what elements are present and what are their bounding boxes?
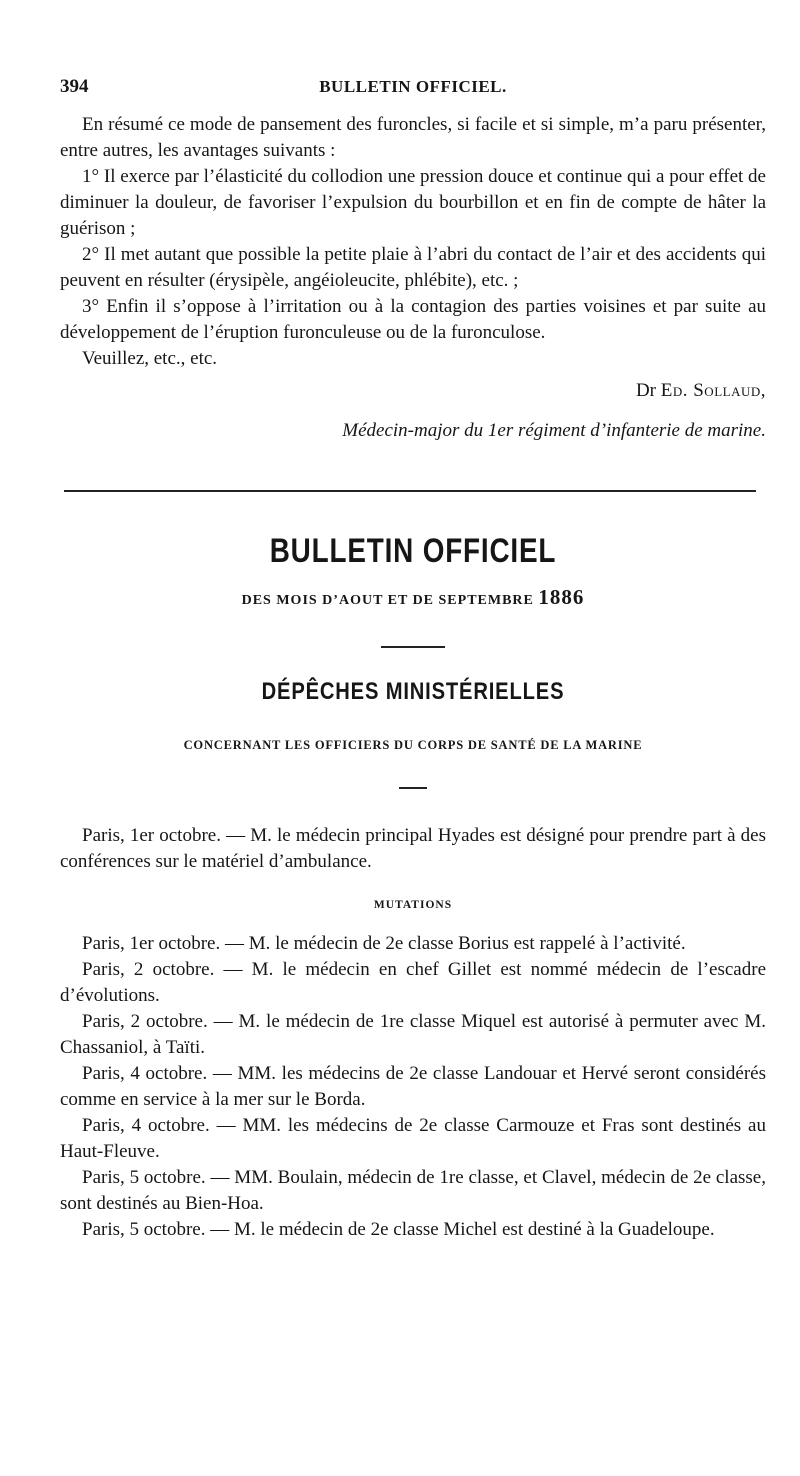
mutation-entry: Paris, 5 octobre. — M. le médecin de 2e classe Michel est destiné à la Guadeloupe. — [82, 1219, 715, 1240]
summary-intro: En résumé ce mode de pansement des furoncles, si facile et si simple, m’a paru présenter, entre autres, les avantages suivants : — [60, 114, 766, 161]
title-divider — [381, 646, 445, 648]
summary-point-2: 2° Il met autant que possible la petite plaie à l’abri du contact de l’air et des accidents qui peuvent en résulter (érysipèle, angéioleucite, phlébite), etc. ; — [60, 244, 766, 291]
signature-line — [60, 378, 766, 404]
page-number: 394 — [60, 76, 89, 97]
subsection-divider — [399, 787, 427, 789]
section-subtitle: CONCERNANT LES OFFICIERS DU CORPS DE SANTÉ DE LA MARINE — [183, 738, 643, 752]
signature-title: Dr — [635, 380, 656, 401]
signature-position: Médecin-major du 1er régiment d’infanterie de marine. — [342, 420, 766, 441]
bulletin-subtitle-text: DES MOIS D’AOUT ET DE SEPTEMBRE — [241, 593, 534, 608]
mutations-heading: MUTATIONS — [373, 899, 453, 911]
mutation-entry: Paris, 4 octobre. — MM. les médecins de 2e classe Landouar et Hervé seront considérés comme en service à la mer sur le Borda. — [60, 1063, 766, 1110]
bulletin-title: BULLETIN OFFICIEL — [269, 532, 557, 570]
summary-point-1: 1° Il exerce par l’élasticité du collodion une pression douce et continue qui a pour effet de diminuer la douleur, de favoriser l’expulsion du bourbillon et en fin de compte de hâter la guérison ; — [60, 166, 766, 239]
running-title: BULLETIN OFFICIEL. — [319, 77, 507, 96]
mutation-entry: Paris, 1er octobre. — M. le médecin de 2e classe Borius est rappelé à l’activité. — [82, 933, 686, 954]
summary-closing: Veuillez, etc., etc. — [82, 348, 218, 369]
mutation-entry: Paris, 2 octobre. — M. le médecin en chef Gillet est nommé médecin de l’escadre d’évolutions. — [60, 959, 766, 1006]
mutation-entry: Paris, 5 octobre. — MM. Boulain, médecin de 1re classe, et Clavel, médecin de 2e classe, sont destinés au Bien-Hoa. — [60, 1167, 766, 1214]
running-header — [60, 76, 766, 112]
section-title: DÉPÊCHES MINISTÉRIELLES — [261, 678, 565, 705]
section-divider — [64, 490, 756, 492]
dispatch-entry: Paris, 1er octobre. — M. le médecin principal Hyades est désigné pour prendre part à des conférences sur le matériel d’ambulance. — [60, 825, 766, 872]
signature-name: Ed. Sollaud, — [660, 380, 766, 401]
bulletin-subtitle — [60, 585, 766, 610]
mutation-entry: Paris, 4 octobre. — MM. les médecins de 2e classe Carmouze et Fras sont destinés au Haut-Fleuve. — [60, 1115, 766, 1162]
mutation-entry: Paris, 2 octobre. — M. le médecin de 1re classe Miquel est autorisé à permuter avec M. Chassaniol, à Taïti. — [60, 1011, 766, 1058]
summary-point-3: 3° Enfin il s’oppose à l’irritation ou à la contagion des parties voisines et par suite au développement de l’éruption furonculeuse ou de la furonculose. — [60, 296, 766, 343]
document-page — [60, 76, 766, 1243]
bulletin-year: 1886 — [538, 585, 585, 609]
